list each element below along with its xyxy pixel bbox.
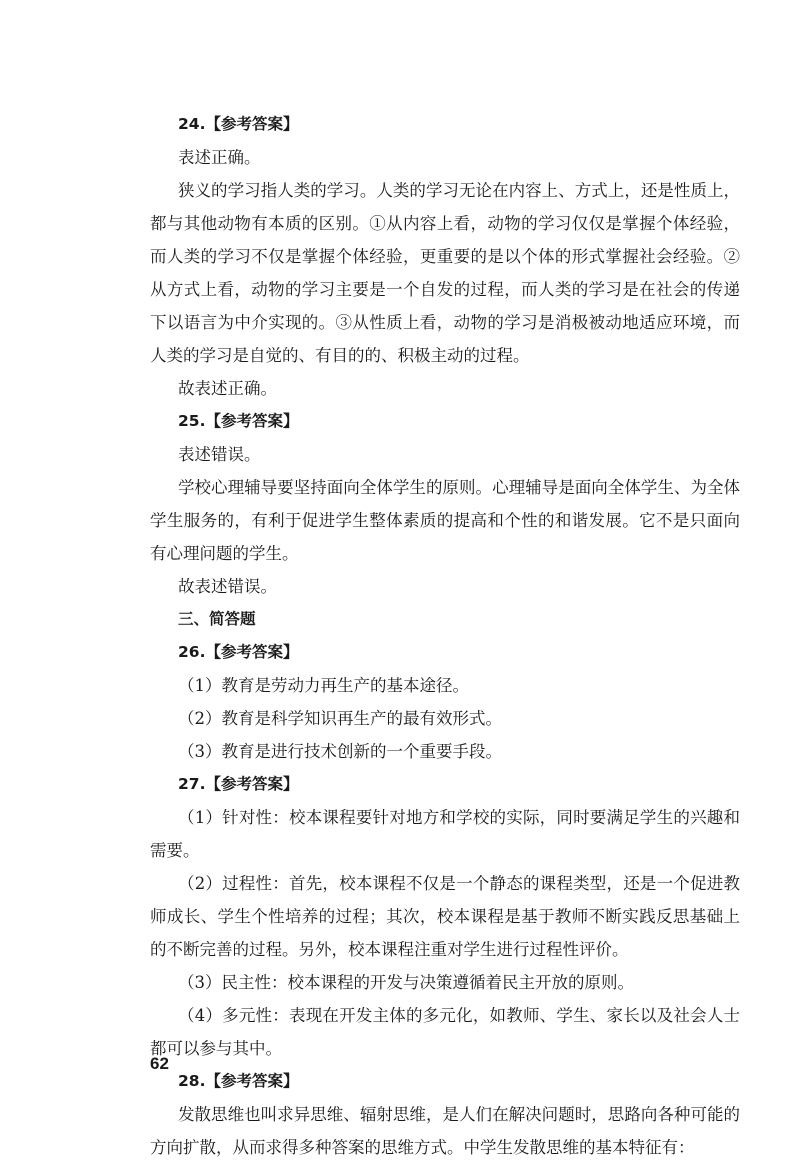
q28-explanation: 发散思维也叫求异思维、辐射思维，是人们在解决问题时，思路向各种可能的方向扩散，从而求得多种答案的思维方式。中学生发散思维的基本特征有： bbox=[150, 1105, 740, 1157]
section-title-short-answer: 三、简答题 bbox=[178, 610, 256, 628]
q28-heading: 28.【参考答案】 bbox=[178, 1072, 299, 1090]
q25-conclusion: 故表述错误。 bbox=[178, 577, 277, 596]
q27-item: （1）针对性：校本课程要针对地方和学校的实际，同时要满足学生的兴趣和需要。 bbox=[150, 808, 740, 860]
q27-item: （2）过程性：首先，校本课程不仅是一个静态的课程类型，还是一个促进教师成长、学生个性培养的过程；其次，校本课程是基于教师不断实践反思基础上的不断完善的过程。另外，校本课程注重对学生进行过程性评价。 bbox=[150, 874, 740, 959]
answer-page bbox=[150, 108, 740, 1164]
q24-conclusion: 故表述正确。 bbox=[178, 379, 277, 398]
q26-item: （2）教育是科学知识再生产的最有效形式。 bbox=[178, 709, 502, 728]
q24-heading: 24.【参考答案】 bbox=[178, 115, 299, 133]
q27-item: （3）民主性：校本课程的开发与决策遵循着民主开放的原则。 bbox=[178, 973, 634, 992]
q24-explanation: 狭义的学习指人类的学习。人类的学习无论在内容上、方式上，还是性质上，都与其他动物有本质的区别。①从内容上看，动物的学习仅仅是掌握个体经验，而人类的学习不仅是掌握个体经验，更重要的是以个体的形式掌握社会经验。②从方式上看，动物的学习主要是一个自发的过程，而人类的学习是在社会的传递下以语言为中介实现的。③从性质上看，动物的学习是消极被动地适应环境，而人类的学习是自觉的、有目的的、积极主动的过程。 bbox=[150, 181, 740, 365]
q25-verdict: 表述错误。 bbox=[178, 445, 261, 464]
q27-item: （4）多元性：表现在开发主体的多元化，如教师、学生、家长以及社会人士都可以参与其中。 bbox=[150, 1006, 740, 1058]
q27-heading: 27.【参考答案】 bbox=[178, 775, 299, 793]
q26-item: （1）教育是劳动力再生产的基本途径。 bbox=[178, 676, 469, 695]
q25-explanation: 学校心理辅导要坚持面向全体学生的原则。心理辅导是面向全体学生、为全体学生服务的，有利于促进学生整体素质的提高和个性的和谐发展。它不是只面向有心理问题的学生。 bbox=[150, 478, 740, 563]
q25-heading: 25.【参考答案】 bbox=[178, 412, 299, 430]
q26-heading: 26.【参考答案】 bbox=[178, 643, 299, 661]
q26-item: （3）教育是进行技术创新的一个重要手段。 bbox=[178, 742, 502, 761]
q24-verdict: 表述正确。 bbox=[178, 148, 261, 167]
page-number: 62 bbox=[150, 1054, 169, 1073]
